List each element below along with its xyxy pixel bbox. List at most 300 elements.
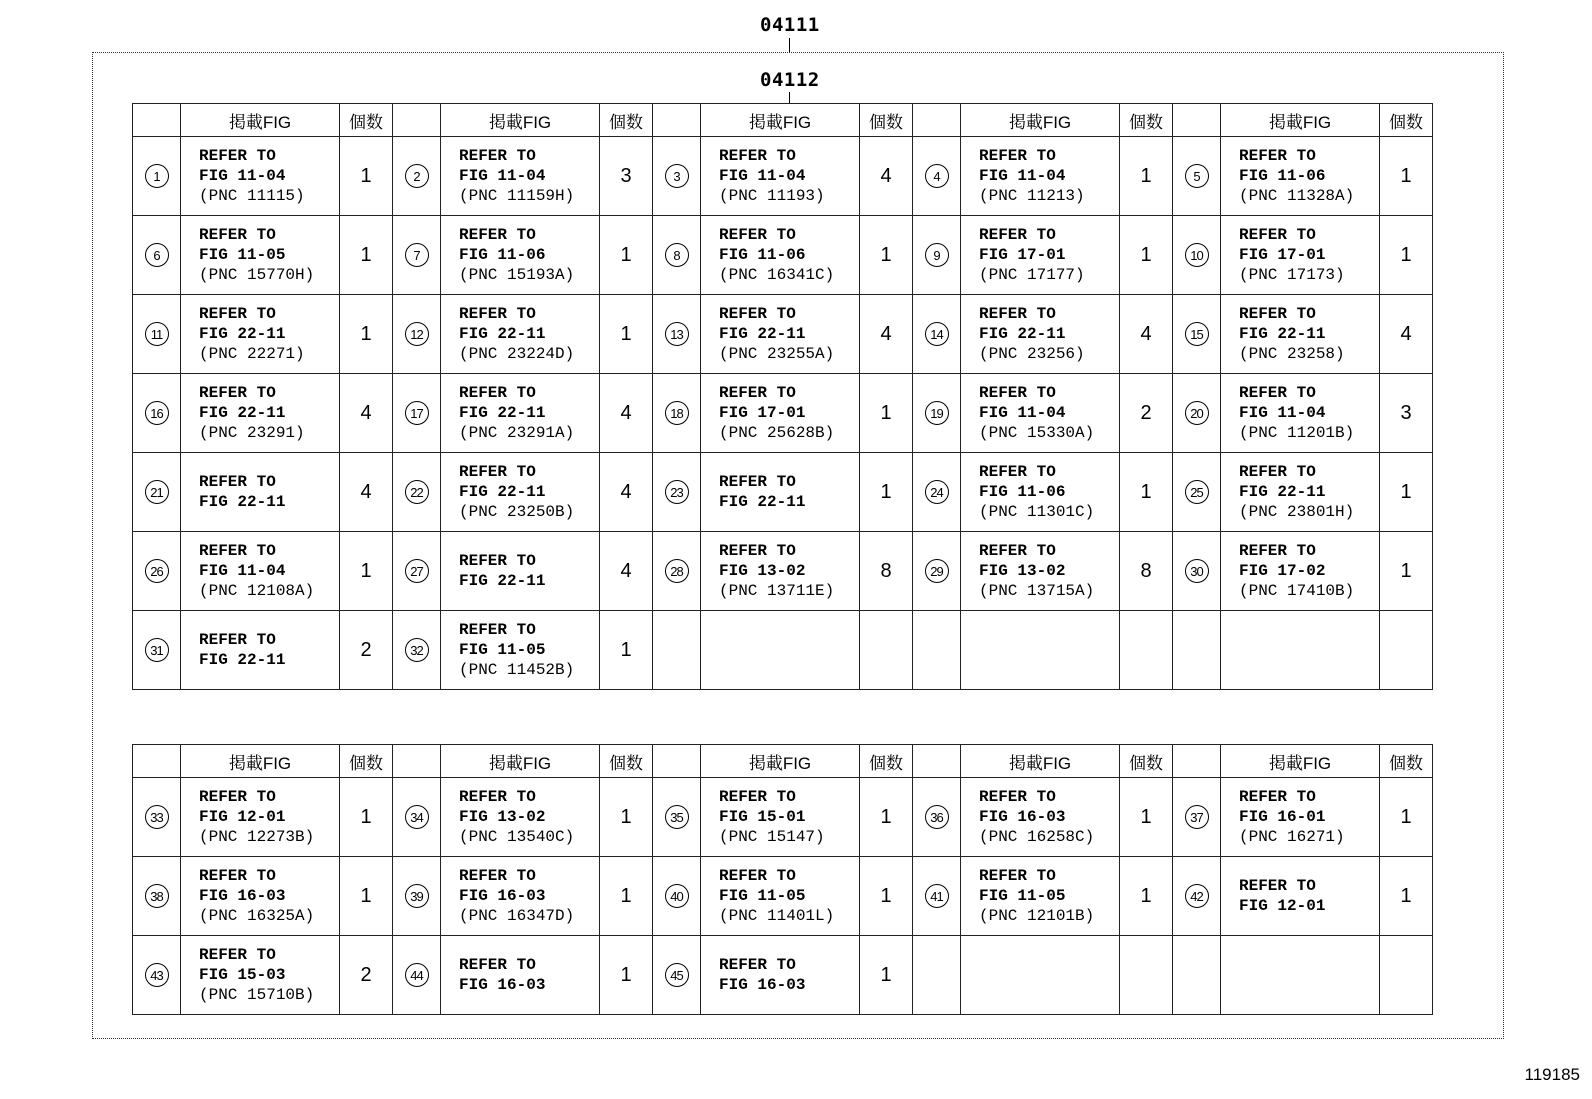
part-number-circle: 28 xyxy=(665,559,689,583)
quantity-cell xyxy=(860,611,913,690)
part-number-cell xyxy=(1173,778,1221,857)
table-row xyxy=(133,778,1433,857)
refer-to-text: REFER TO xyxy=(1239,226,1316,244)
assembly-label-04112: 04112 xyxy=(760,69,820,91)
reference-text xyxy=(979,787,1119,847)
reference-text xyxy=(459,551,599,591)
part-number-cell xyxy=(133,936,181,1015)
reference-cell xyxy=(701,532,860,611)
part-number-circle: 12 xyxy=(405,322,429,346)
header-qty: 個数 xyxy=(1380,745,1433,778)
fig-number-text: FIG 16-03 xyxy=(719,976,806,994)
pnc-text: (PNC 22271) xyxy=(199,345,305,363)
refer-to-text: REFER TO xyxy=(199,226,276,244)
part-number-cell xyxy=(1173,936,1221,1015)
fig-number-text: FIG 12-01 xyxy=(199,808,286,826)
part-number-cell xyxy=(653,137,701,216)
part-number-circle: 4 xyxy=(925,164,949,188)
reference-cell xyxy=(441,611,600,690)
quantity-cell: 4 xyxy=(600,453,653,532)
pnc-text: (PNC 12273B) xyxy=(199,828,315,846)
part-number-circle: 24 xyxy=(925,480,949,504)
part-number-cell xyxy=(133,453,181,532)
header-fig: 掲載FIG xyxy=(961,745,1120,778)
refer-to-text: REFER TO xyxy=(979,867,1056,885)
refer-to-text: REFER TO xyxy=(979,305,1056,323)
reference-text xyxy=(199,630,339,670)
quantity-cell xyxy=(1120,611,1173,690)
reference-cell xyxy=(701,778,860,857)
part-number-cell xyxy=(913,936,961,1015)
reference-text xyxy=(199,383,339,443)
refer-to-text: REFER TO xyxy=(199,305,276,323)
header-blank xyxy=(393,745,441,778)
refer-to-text: REFER TO xyxy=(719,147,796,165)
part-number-cell xyxy=(653,374,701,453)
pnc-text: (PNC 13711E) xyxy=(719,582,835,600)
reference-cell xyxy=(701,936,860,1015)
quantity-cell: 4 xyxy=(1120,295,1173,374)
pnc-text: (PNC 11452B) xyxy=(459,661,575,679)
part-number-cell xyxy=(1173,374,1221,453)
reference-cell xyxy=(701,611,860,690)
fig-number-text: FIG 11-04 xyxy=(979,167,1066,185)
part-number-circle: 31 xyxy=(145,638,169,662)
refer-to-text: REFER TO xyxy=(1239,147,1316,165)
reference-cell xyxy=(961,611,1120,690)
part-number-circle: 21 xyxy=(145,480,169,504)
quantity-cell: 1 xyxy=(860,936,913,1015)
part-number-circle: 11 xyxy=(145,322,169,346)
header-qty: 個数 xyxy=(860,104,913,137)
quantity-cell: 1 xyxy=(340,295,393,374)
header-blank xyxy=(653,745,701,778)
part-number-circle: 15 xyxy=(1185,322,1209,346)
quantity-cell: 1 xyxy=(860,453,913,532)
header-fig: 掲載FIG xyxy=(181,104,340,137)
fig-number-text: FIG 22-11 xyxy=(979,325,1066,343)
reference-text xyxy=(1239,146,1379,206)
quantity-cell: 1 xyxy=(1120,778,1173,857)
pnc-text: (PNC 23801H) xyxy=(1239,503,1355,521)
pnc-text: (PNC 11213) xyxy=(979,187,1085,205)
header-qty: 個数 xyxy=(340,745,393,778)
reference-cell xyxy=(1221,611,1380,690)
part-number-cell xyxy=(653,611,701,690)
quantity-cell: 1 xyxy=(1120,453,1173,532)
part-number-cell xyxy=(913,611,961,690)
pnc-text: (PNC 16347D) xyxy=(459,907,575,925)
refer-to-text: REFER TO xyxy=(719,867,796,885)
fig-number-text: FIG 11-04 xyxy=(459,167,546,185)
pnc-text: (PNC 12108A) xyxy=(199,582,315,600)
part-number-circle: 9 xyxy=(925,243,949,267)
header-blank xyxy=(913,745,961,778)
quantity-cell: 1 xyxy=(1380,216,1433,295)
refer-to-text: REFER TO xyxy=(459,552,536,570)
table-row xyxy=(133,374,1433,453)
quantity-cell: 1 xyxy=(1120,857,1173,936)
reference-text xyxy=(459,225,599,285)
quantity-cell: 1 xyxy=(1380,857,1433,936)
quantity-cell: 4 xyxy=(1380,295,1433,374)
refer-to-text: REFER TO xyxy=(199,147,276,165)
table-row xyxy=(133,295,1433,374)
header-fig: 掲載FIG xyxy=(441,104,600,137)
refer-to-text: REFER TO xyxy=(459,305,536,323)
table-row xyxy=(133,936,1433,1015)
part-number-circle: 29 xyxy=(925,559,949,583)
part-number-cell xyxy=(133,778,181,857)
reference-text xyxy=(719,866,859,926)
part-number-cell xyxy=(1173,216,1221,295)
part-number-cell xyxy=(653,453,701,532)
part-number-circle: 8 xyxy=(665,243,689,267)
reference-text xyxy=(199,866,339,926)
refer-to-text: REFER TO xyxy=(459,956,536,974)
reference-cell xyxy=(961,778,1120,857)
part-number-cell xyxy=(653,295,701,374)
part-number-cell xyxy=(1173,611,1221,690)
part-number-cell xyxy=(913,532,961,611)
header-blank xyxy=(393,104,441,137)
header-blank xyxy=(133,745,181,778)
part-number-circle: 35 xyxy=(665,805,689,829)
quantity-cell: 1 xyxy=(860,778,913,857)
part-number-circle: 36 xyxy=(925,805,949,829)
reference-cell xyxy=(1221,857,1380,936)
header-qty: 個数 xyxy=(1380,104,1433,137)
pnc-text: (PNC 23258) xyxy=(1239,345,1345,363)
quantity-cell: 4 xyxy=(600,374,653,453)
parts-table-lower xyxy=(132,744,1433,1015)
part-number-cell xyxy=(913,216,961,295)
refer-to-text: REFER TO xyxy=(199,946,276,964)
refer-to-text: REFER TO xyxy=(979,463,1056,481)
fig-number-text: FIG 11-04 xyxy=(979,404,1066,422)
fig-number-text: FIG 11-04 xyxy=(1239,404,1326,422)
part-number-circle: 10 xyxy=(1185,243,1209,267)
header-blank xyxy=(653,104,701,137)
part-number-cell xyxy=(653,857,701,936)
pnc-text: (PNC 12101B) xyxy=(979,907,1095,925)
header-qty: 個数 xyxy=(1120,745,1173,778)
refer-to-text: REFER TO xyxy=(1239,305,1316,323)
part-number-cell xyxy=(133,137,181,216)
part-number-circle: 34 xyxy=(405,805,429,829)
part-number-cell xyxy=(913,295,961,374)
fig-number-text: FIG 22-11 xyxy=(1239,483,1326,501)
reference-text xyxy=(459,304,599,364)
part-number-cell xyxy=(393,216,441,295)
reference-cell xyxy=(181,453,340,532)
pnc-text: (PNC 23255A) xyxy=(719,345,835,363)
reference-text xyxy=(719,541,859,601)
quantity-cell: 4 xyxy=(340,374,393,453)
pnc-text: (PNC 15330A) xyxy=(979,424,1095,442)
reference-text xyxy=(979,304,1119,364)
reference-text xyxy=(459,866,599,926)
part-number-circle: 25 xyxy=(1185,480,1209,504)
part-number-circle: 13 xyxy=(665,322,689,346)
fig-number-text: FIG 11-05 xyxy=(199,246,286,264)
reference-text xyxy=(459,620,599,680)
part-number-circle: 6 xyxy=(145,243,169,267)
quantity-cell: 8 xyxy=(1120,532,1173,611)
reference-text xyxy=(199,787,339,847)
part-number-cell xyxy=(653,216,701,295)
reference-cell xyxy=(181,137,340,216)
reference-text xyxy=(459,462,599,522)
reference-cell xyxy=(441,778,600,857)
pnc-text: (PNC 23291A) xyxy=(459,424,575,442)
fig-number-text: FIG 17-01 xyxy=(979,246,1066,264)
refer-to-text: REFER TO xyxy=(719,542,796,560)
reference-text xyxy=(459,955,599,995)
header-qty: 個数 xyxy=(860,745,913,778)
reference-cell xyxy=(961,936,1120,1015)
quantity-cell: 2 xyxy=(1120,374,1173,453)
part-number-circle: 14 xyxy=(925,322,949,346)
table-row xyxy=(133,857,1433,936)
reference-text xyxy=(1239,876,1379,916)
reference-cell xyxy=(441,857,600,936)
fig-number-text: FIG 16-01 xyxy=(1239,808,1326,826)
part-number-cell xyxy=(393,374,441,453)
quantity-cell: 1 xyxy=(1120,216,1173,295)
reference-cell xyxy=(701,137,860,216)
header-blank xyxy=(133,104,181,137)
table-row xyxy=(133,611,1433,690)
parts-table-upper xyxy=(132,103,1433,690)
reference-text xyxy=(979,146,1119,206)
refer-to-text: REFER TO xyxy=(199,788,276,806)
part-number-cell xyxy=(133,295,181,374)
refer-to-text: REFER TO xyxy=(459,384,536,402)
reference-cell xyxy=(441,374,600,453)
fig-number-text: FIG 22-11 xyxy=(459,483,546,501)
quantity-cell: 1 xyxy=(600,936,653,1015)
part-number-cell xyxy=(913,137,961,216)
fig-number-text: FIG 13-02 xyxy=(459,808,546,826)
fig-number-text: FIG 22-11 xyxy=(199,651,286,669)
reference-text xyxy=(979,541,1119,601)
fig-number-text: FIG 22-11 xyxy=(459,325,546,343)
fig-number-text: FIG 22-11 xyxy=(719,493,806,511)
header-fig: 掲載FIG xyxy=(441,745,600,778)
reference-text xyxy=(199,472,339,512)
pnc-text: (PNC 11301C) xyxy=(979,503,1095,521)
fig-number-text: FIG 15-03 xyxy=(199,966,286,984)
refer-to-text: REFER TO xyxy=(459,621,536,639)
pnc-text: (PNC 15193A) xyxy=(459,266,575,284)
pnc-text: (PNC 23291) xyxy=(199,424,305,442)
fig-number-text: FIG 17-01 xyxy=(719,404,806,422)
reference-cell xyxy=(1221,295,1380,374)
assembly-label-04111: 04111 xyxy=(760,14,820,36)
fig-number-text: FIG 11-06 xyxy=(979,483,1066,501)
header-blank xyxy=(1173,745,1221,778)
refer-to-text: REFER TO xyxy=(979,384,1056,402)
reference-text xyxy=(719,225,859,285)
table-header-row xyxy=(133,104,1433,137)
refer-to-text: REFER TO xyxy=(459,867,536,885)
quantity-cell: 3 xyxy=(600,137,653,216)
part-number-cell xyxy=(1173,532,1221,611)
reference-text xyxy=(719,146,859,206)
quantity-cell: 1 xyxy=(340,532,393,611)
part-number-cell xyxy=(1173,137,1221,216)
fig-number-text: FIG 11-06 xyxy=(1239,167,1326,185)
table-row xyxy=(133,532,1433,611)
reference-cell xyxy=(441,936,600,1015)
pnc-text: (PNC 17410B) xyxy=(1239,582,1355,600)
reference-text xyxy=(199,541,339,601)
pnc-text: (PNC 15147) xyxy=(719,828,825,846)
fig-number-text: FIG 16-03 xyxy=(979,808,1066,826)
refer-to-text: REFER TO xyxy=(459,788,536,806)
quantity-cell: 3 xyxy=(1380,374,1433,453)
reference-cell xyxy=(441,295,600,374)
part-number-cell xyxy=(393,532,441,611)
reference-text xyxy=(979,225,1119,285)
reference-cell xyxy=(181,532,340,611)
pnc-text: (PNC 23250B) xyxy=(459,503,575,521)
part-number-cell xyxy=(913,453,961,532)
pnc-text: (PNC 16341C) xyxy=(719,266,835,284)
pnc-text: (PNC 11193) xyxy=(719,187,825,205)
header-fig: 掲載FIG xyxy=(1221,104,1380,137)
leader-line xyxy=(789,38,790,53)
fig-number-text: FIG 22-11 xyxy=(199,325,286,343)
reference-text xyxy=(979,383,1119,443)
fig-number-text: FIG 11-05 xyxy=(719,887,806,905)
quantity-cell: 1 xyxy=(600,778,653,857)
part-number-cell xyxy=(393,936,441,1015)
reference-text xyxy=(719,472,859,512)
reference-text xyxy=(1239,787,1379,847)
header-qty: 個数 xyxy=(600,104,653,137)
fig-number-text: FIG 22-11 xyxy=(459,572,546,590)
part-number-circle: 40 xyxy=(665,884,689,908)
table-row xyxy=(133,137,1433,216)
reference-text xyxy=(199,945,339,1005)
reference-cell xyxy=(181,936,340,1015)
refer-to-text: REFER TO xyxy=(1239,542,1316,560)
pnc-text: (PNC 11159H) xyxy=(459,187,575,205)
fig-number-text: FIG 11-05 xyxy=(459,641,546,659)
reference-cell xyxy=(961,295,1120,374)
reference-text xyxy=(199,225,339,285)
pnc-text: (PNC 11115) xyxy=(199,187,305,205)
part-number-circle: 16 xyxy=(145,401,169,425)
header-fig: 掲載FIG xyxy=(181,745,340,778)
part-number-circle: 5 xyxy=(1185,164,1209,188)
reference-cell xyxy=(701,453,860,532)
refer-to-text: REFER TO xyxy=(979,788,1056,806)
part-number-circle: 39 xyxy=(405,884,429,908)
quantity-cell: 1 xyxy=(340,778,393,857)
quantity-cell: 4 xyxy=(860,137,913,216)
pnc-text: (PNC 11401L) xyxy=(719,907,835,925)
reference-cell xyxy=(1221,374,1380,453)
part-number-circle: 18 xyxy=(665,401,689,425)
fig-number-text: FIG 22-11 xyxy=(199,404,286,422)
part-number-circle: 17 xyxy=(405,401,429,425)
part-number-circle: 2 xyxy=(405,164,429,188)
quantity-cell: 1 xyxy=(860,857,913,936)
part-number-cell xyxy=(913,857,961,936)
fig-number-text: FIG 16-03 xyxy=(199,887,286,905)
reference-cell xyxy=(1221,453,1380,532)
part-number-cell xyxy=(913,374,961,453)
pnc-text: (PNC 23256) xyxy=(979,345,1085,363)
header-fig: 掲載FIG xyxy=(1221,745,1380,778)
fig-number-text: FIG 15-01 xyxy=(719,808,806,826)
part-number-circle: 41 xyxy=(925,884,949,908)
reference-cell xyxy=(1221,936,1380,1015)
reference-text xyxy=(459,146,599,206)
part-number-circle: 30 xyxy=(1185,559,1209,583)
reference-text xyxy=(979,462,1119,522)
header-fig: 掲載FIG xyxy=(701,745,860,778)
header-qty: 個数 xyxy=(340,104,393,137)
part-number-circle: 1 xyxy=(145,164,169,188)
part-number-cell xyxy=(133,857,181,936)
refer-to-text: REFER TO xyxy=(199,384,276,402)
reference-text xyxy=(1239,541,1379,601)
fig-number-text: FIG 11-04 xyxy=(199,562,286,580)
reference-cell xyxy=(181,374,340,453)
reference-text xyxy=(1239,383,1379,443)
part-number-circle: 44 xyxy=(405,963,429,987)
part-number-circle: 7 xyxy=(405,243,429,267)
quantity-cell: 1 xyxy=(600,611,653,690)
part-number-circle: 23 xyxy=(665,480,689,504)
fig-number-text: FIG 22-11 xyxy=(1239,325,1326,343)
part-number-cell xyxy=(913,778,961,857)
refer-to-text: REFER TO xyxy=(719,305,796,323)
fig-number-text: FIG 11-06 xyxy=(459,246,546,264)
quantity-cell: 1 xyxy=(340,216,393,295)
pnc-text: (PNC 11328A) xyxy=(1239,187,1355,205)
refer-to-text: REFER TO xyxy=(199,473,276,491)
reference-cell xyxy=(181,216,340,295)
reference-cell xyxy=(1221,778,1380,857)
quantity-cell xyxy=(1120,936,1173,1015)
reference-text xyxy=(199,304,339,364)
fig-number-text: FIG 11-04 xyxy=(199,167,286,185)
reference-cell xyxy=(701,857,860,936)
refer-to-text: REFER TO xyxy=(1239,384,1316,402)
reference-cell xyxy=(441,137,600,216)
refer-to-text: REFER TO xyxy=(1239,463,1316,481)
quantity-cell: 4 xyxy=(600,532,653,611)
part-number-cell xyxy=(653,936,701,1015)
quantity-cell: 8 xyxy=(860,532,913,611)
header-fig: 掲載FIG xyxy=(701,104,860,137)
refer-to-text: REFER TO xyxy=(719,956,796,974)
quantity-cell: 1 xyxy=(340,857,393,936)
pnc-text: (PNC 25628B) xyxy=(719,424,835,442)
pnc-text: (PNC 13715A) xyxy=(979,582,1095,600)
pnc-text: (PNC 16258C) xyxy=(979,828,1095,846)
reference-cell xyxy=(961,216,1120,295)
part-number-cell xyxy=(393,137,441,216)
reference-text xyxy=(1239,225,1379,285)
pnc-text: (PNC 17177) xyxy=(979,266,1085,284)
reference-text xyxy=(199,146,339,206)
